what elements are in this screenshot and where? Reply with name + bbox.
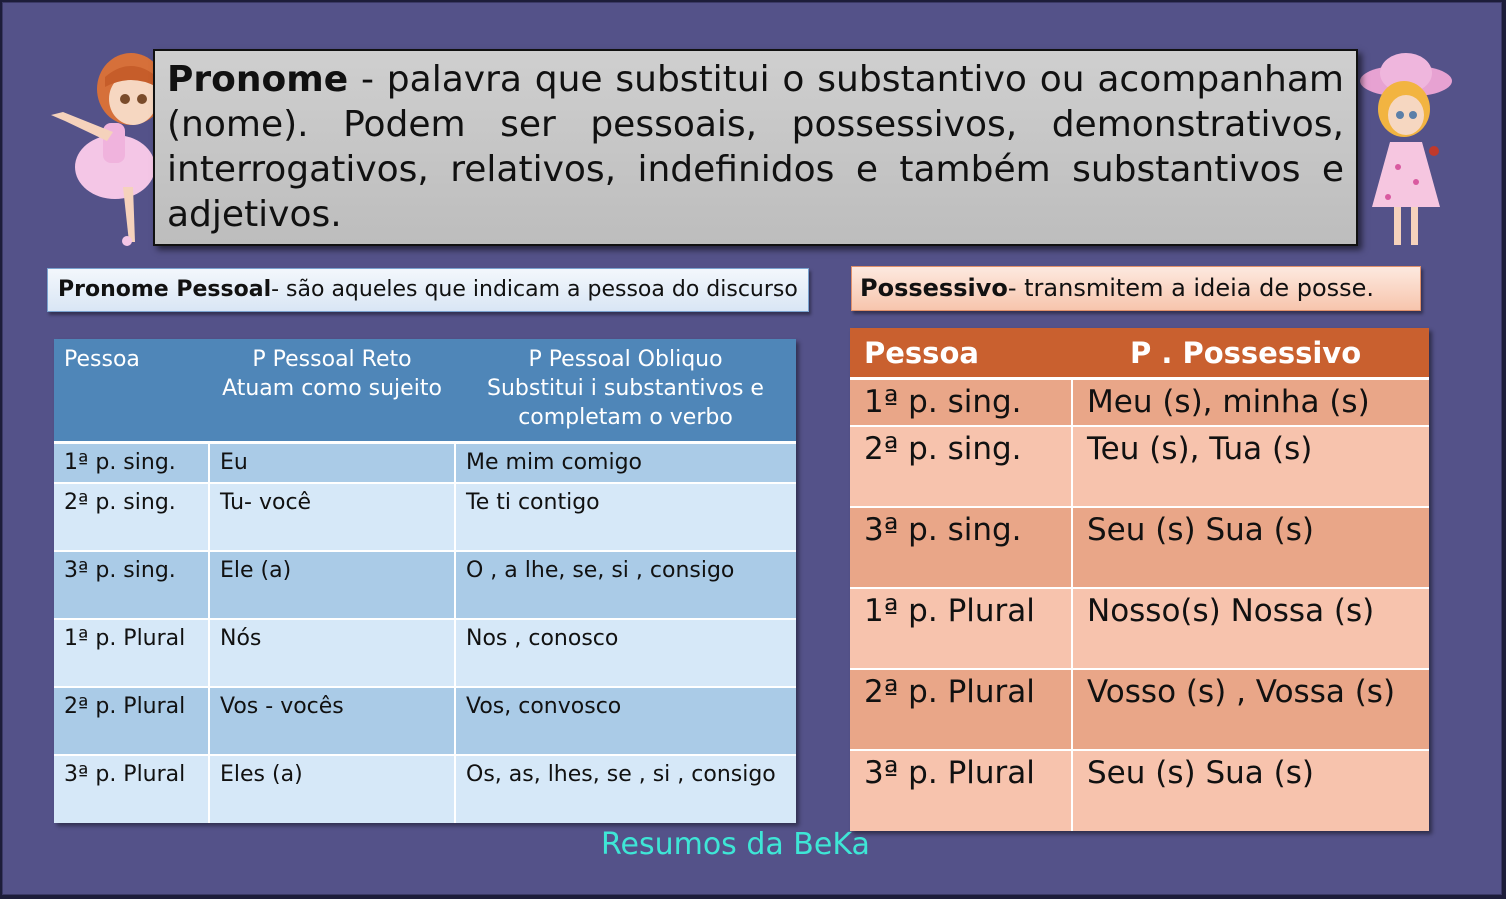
obliquo-cell: Nos , conosco [455, 619, 796, 687]
pessoa-cell: 1ª p. sing. [54, 443, 209, 483]
obliquo-cell: O , a lhe, se, si , consigo [455, 551, 796, 619]
table-row [54, 443, 796, 483]
header-possessivo: P . Possessivo [1072, 328, 1429, 379]
pessoa-cell: 3ª p. Plural [850, 750, 1072, 831]
pessoa-cell: 2ª p. sing. [850, 426, 1072, 507]
possessivo-cell: Vosso (s) , Vossa (s) [1072, 669, 1429, 750]
reto-cell: Eles (a) [209, 755, 455, 823]
table-row [850, 750, 1429, 831]
slide-background [2, 2, 1502, 895]
table-row [54, 483, 796, 551]
possessivo-table [850, 328, 1429, 831]
possessivo-cell: Meu (s), minha (s) [1072, 379, 1429, 426]
pronome-pessoal-table [54, 339, 796, 823]
header-reto-subtitle: Atuam como sujeito [222, 376, 442, 401]
girl-with-hat-doll-illustration [1358, 47, 1458, 255]
table-header-row [850, 328, 1429, 379]
possessivo-cell: Seu (s) Sua (s) [1072, 507, 1429, 588]
possessivo-cell: Teu (s), Tua (s) [1072, 426, 1429, 507]
possessivo-cell: Nosso(s) Nossa (s) [1072, 588, 1429, 669]
obliquo-cell: Vos, convosco [455, 687, 796, 755]
pessoa-cell: 3ª p. sing. [850, 507, 1072, 588]
header-obliquo-title: P Pessoal Obliquo [528, 347, 723, 372]
table-row [850, 426, 1429, 507]
reto-cell: Vos - vocês [209, 687, 455, 755]
pessoa-cell: 3ª p. Plural [54, 755, 209, 823]
table-row [54, 551, 796, 619]
definition-text: - palavra que substitui o substantivo ou acompanham (nome). Podem ser pessoais, possessivos, demonstrativos, interrogativos, relativos, indefinidos e também substantivos e adjetivos. [167, 59, 1344, 235]
header-obliquo [455, 339, 796, 443]
pronome-definition-box [153, 49, 1358, 246]
table-row [850, 379, 1429, 426]
pronome-pessoal-header [47, 268, 809, 312]
table-header-row [54, 339, 796, 443]
possessivo-cell: Seu (s) Sua (s) [1072, 750, 1429, 831]
table-row [850, 588, 1429, 669]
obliquo-cell: Te ti contigo [455, 483, 796, 551]
possessivo-header [851, 266, 1421, 311]
header-pessoa: Pessoa [54, 339, 209, 443]
table-row [850, 669, 1429, 750]
table-row [54, 687, 796, 755]
reto-cell: Nós [209, 619, 455, 687]
pessoa-cell: 1ª p. Plural [850, 588, 1072, 669]
table-row [54, 755, 796, 823]
reto-cell: Eu [209, 443, 455, 483]
obliquo-cell: Os, as, lhes, se , si , consigo [455, 755, 796, 823]
table-row [54, 619, 796, 687]
possessivo-title-bold: Possessivo [860, 274, 1008, 302]
table-row [850, 507, 1429, 588]
pessoa-cell: 2ª p. Plural [850, 669, 1072, 750]
pessoa-cell: 1ª p. sing. [850, 379, 1072, 426]
header-reto [209, 339, 455, 443]
reto-cell: Tu- você [209, 483, 455, 551]
pessoal-title-rest: - são aqueles que indicam a pessoa do discurso [271, 277, 798, 302]
definition-term: Pronome [167, 59, 349, 100]
footer-credit: Resumos da BeKa [601, 827, 870, 862]
header-obliquo-subtitle: Substitui i substantivos e completam o verbo [487, 376, 764, 430]
pessoa-cell: 1ª p. Plural [54, 619, 209, 687]
pessoa-cell: 2ª p. Plural [54, 687, 209, 755]
possessivo-title-rest: - transmitem a ideia de posse. [1007, 274, 1375, 302]
pessoal-title-bold: Pronome Pessoal [58, 277, 272, 302]
header-pessoa: Pessoa [850, 328, 1072, 379]
ballerina-doll-illustration [43, 37, 165, 247]
obliquo-cell: Me mim comigo [455, 443, 796, 483]
pessoa-cell: 2ª p. sing. [54, 483, 209, 551]
reto-cell: Ele (a) [209, 551, 455, 619]
header-reto-title: P Pessoal Reto [252, 347, 412, 372]
pessoa-cell: 3ª p. sing. [54, 551, 209, 619]
